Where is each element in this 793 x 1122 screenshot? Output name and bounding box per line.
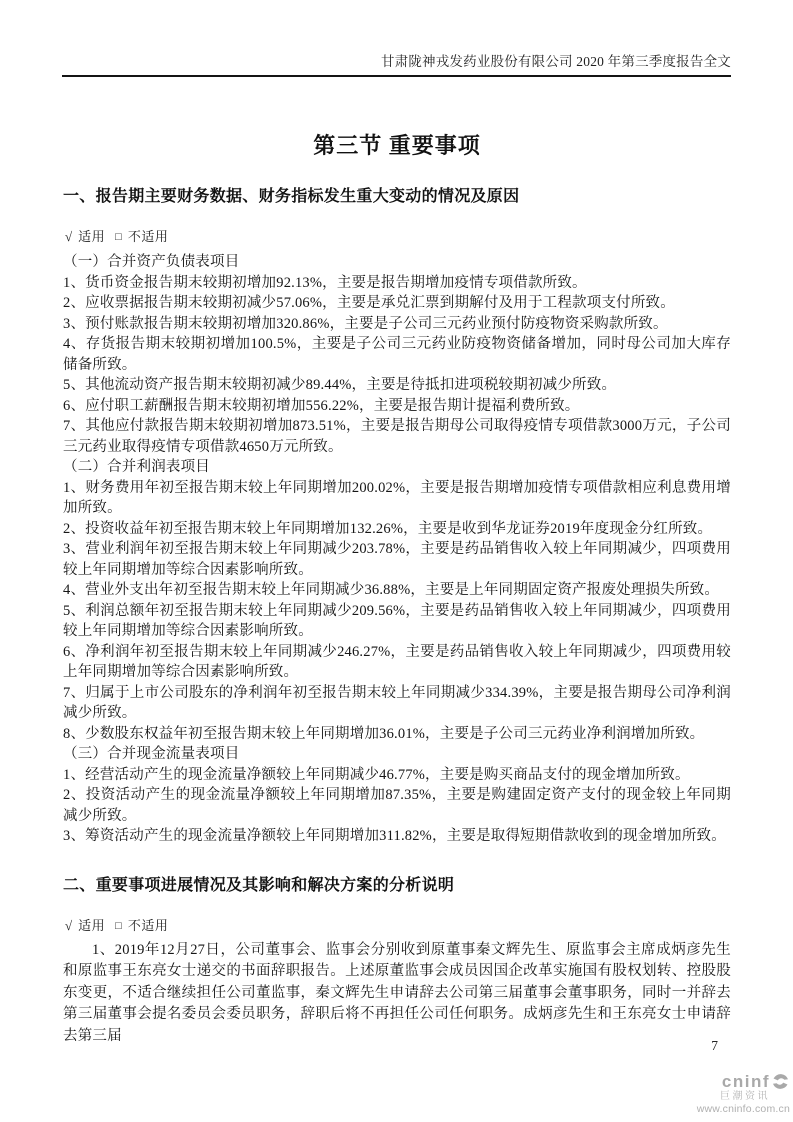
checkbox-empty-icon: □: [115, 919, 122, 932]
page-title: 第三节 重要事项: [313, 133, 481, 158]
paragraph: 7、归属于上市公司股东的净利润年初至报告期末较上年同期减少334.39%，主要是报告期母公司净利润减少所致。: [63, 684, 731, 721]
checkbox-empty-icon: □: [115, 231, 122, 243]
paragraph: 3、筹资活动产生的现金流量净额较上年同期增加311.82%，主要是取得短期借款收到的现金增加所致。: [63, 828, 726, 844]
paragraph: 1、2019年12月27日，公司董事会、监事会分别收到原董事秦文辉先生、原监事会主席成炳彦先生和原监事王东亮女士递交的书面辞职报告。上述原董监事会成员因国企改革实施国有股权划转、控股股东变更，不适合继续担任公司董监事，秦文辉先生申请辞去公司第三届董事会董事职务，同时一并辞去第三届董事会提名委员会委员职务，辞职后将不再担任公司任何职务。成炳彦先生和王东亮女士申请辞去第三届: [63, 941, 731, 1044]
not-applicable-label: 不适用: [127, 229, 169, 244]
paragraph: 2、投资活动产生的现金流量净额较上年同期增加87.35%，主要是购建固定资产支付的现金较上年同期减少所致。: [63, 787, 731, 824]
cninfo-swirl-icon: [771, 1072, 790, 1091]
subsection-heading: （一）合并资产负债表项目: [63, 254, 240, 270]
paragraph: 6、应付职工薪酬报告期末较期初增加556.22%，主要是报告期计提福利费所致。: [63, 397, 580, 414]
paragraph: 3、营业利润年初至报告期末较上年同期减少203.78%，主要是药品销售收入较上年同期减少，四项费用较上年同期增加等综合因素影响所致。: [63, 541, 731, 578]
paragraph: 7、其他应付款报告期末较期初增加873.51%，主要是报告期母公司取得疫情专项借款3000万元，子公司三元药业取得疫情专项借款4650万元所致。: [63, 418, 731, 455]
not-applicable-label: 不适用: [127, 917, 169, 933]
cninfo-chinese-name: 巨潮资讯: [720, 1091, 770, 1102]
subsection-heading: （二）合并利润表项目: [63, 459, 210, 475]
applicable-label: 适用: [78, 917, 106, 933]
section-2: [63, 875, 731, 1048]
paragraph: 5、利润总额年初至报告期末较上年同期减少209.56%，主要是药品销售收入较上年同期减少，四项费用较上年同期增加等综合因素影响所致。: [63, 602, 731, 639]
section-heading: 二、重要事项进展情况及其影响和解决方案的分析说明: [63, 876, 455, 894]
applicable-label: 适用: [78, 229, 106, 244]
cninfo-logo-row: [660, 1072, 790, 1091]
paragraph: 4、营业外支出年初至报告期末较上年同期减少36.88%，主要是上年同期固定资产报废处理损失所致。: [63, 582, 720, 598]
cninfo-url: www.cninfo.com.cn: [696, 1103, 790, 1115]
check-mark-icon: √: [65, 229, 73, 244]
paragraph: 5、其他流动资产报告期末较期初减少89.44%，主要是待抵扣进项税较期初减少所致。: [63, 377, 617, 393]
document-body: [63, 186, 731, 1047]
section-1: [63, 186, 731, 847]
cninfo-brand-text: cninf: [721, 1071, 770, 1091]
paragraph: 1、财务费用年初至报告期末较上年同期增加200.02%，主要是报告期增加疫情专项借款相应利息费用增加所致。: [63, 479, 731, 516]
paragraph: 3、预付账款报告期末较期初增加320.86%，主要是子公司三元药业预付防疫物资采购款所致。: [63, 315, 668, 332]
applicability-row: [65, 229, 731, 246]
paragraph: 8、少数股东权益年初至报告期末较上年同期增加36.01%，主要是子公司三元药业净利润增加所致。: [63, 725, 705, 742]
subsection-heading: （三）合并现金流量表项目: [63, 746, 240, 762]
page-number: 7: [711, 1038, 718, 1053]
paragraph: 2、应收票据报告期末较期初减少57.06%，主要是承兑汇票到期解付及用于工程款项支付所致。: [63, 295, 675, 311]
report-header-text: 甘肃陇神戎发药业股份有限公司 2020 年第三季度报告全文: [380, 54, 731, 69]
header-divider: [62, 75, 731, 77]
section-heading: 一、报告期主要财务数据、财务指标发生重大变动的情况及原因: [63, 188, 520, 205]
paragraph: 1、经营活动产生的现金流量净额较上年同期减少46.77%，主要是购买商品支付的现金增加所致。: [63, 766, 690, 783]
cninfo-logo: [660, 1072, 790, 1116]
paragraph: 4、存货报告期末较期初增加100.5%，主要是子公司三元药业防疫物资储备增加，同时母公司加大库存储备所致。: [63, 336, 731, 373]
applicability-row: [65, 918, 731, 935]
paragraph: 2、投资收益年初至报告期末较上年同期增加132.26%，主要是收到华龙证券2019年度现金分红所致。: [63, 520, 713, 537]
paragraph: 6、净利润年初至报告期末较上年同期减少246.27%，主要是药品销售收入较上年同期减少，四项费用较上年同期增加等综合因素影响所致。: [63, 643, 731, 680]
paragraph: 1、货币资金报告期末较期初增加92.13%，主要是报告期增加疫情专项借款所致。: [63, 274, 587, 291]
check-mark-icon: √: [65, 917, 73, 933]
